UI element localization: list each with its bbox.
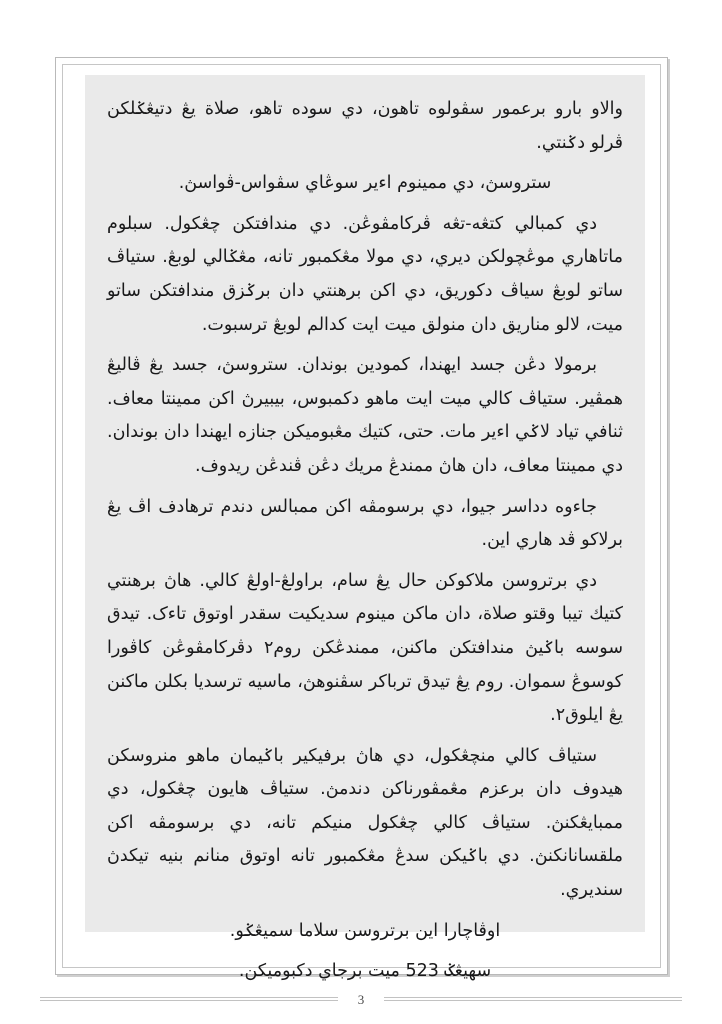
- paragraph: اوڤاچارا اين برتروسن سلاما سميڠݢو.: [229, 920, 501, 941]
- scanned-text-block: [85, 75, 645, 982]
- paragraph: دي كمبالي كتڠه-تڠه ڤركامڤوڠن. دي مندافتكن چڠكول. سبلوم ماتاهاري موڠچولكن ديري، دي مولا مڠكمبور تانه، مڠݢالي لوبڠ. ستياڤ ساتو لوبڠ سياڤ دكوريق، دي اكن برهنتي دان برݢزق مندافتكن ساتو ميت، لالو مناريق دان منولق ميت ايت كدالم لوبڠ ترسبوت.: [107, 213, 623, 335]
- paragraph: دي برتروسن ملاكوكن حال يڠ سام، براولڠ-اولڠ كالي. هاڽ برهنتي كتيك تيبا وقتو صلاة، دان ماكن مينوم سديكيت سقدر اوتوق تاءک. تيدق سوسه باݢيڽ مندافتكن ماكنن، ممندڠكن روم٢ دڤركامڤوڠن كاڤورا كوسوڠ سموان. روم يڠ تيدق ترباكر سڤنوهڽ، ماسيه ترسديا بكلن ماكنن يڠ ايلوق٢.: [107, 570, 623, 726]
- body-text: [107, 93, 623, 989]
- paragraph: سهيڠݢ 523 ميت برجاي دكبوميكن.: [238, 961, 492, 982]
- paragraph: جاءوه دداسر جيوا، دي برسومڤه اكن ممبالس دندم ترهادف اڤ يڠ برلاكو ڤد هاري اين.: [107, 496, 623, 551]
- paragraph: ستروسڽ، دي ممينوم اءير سوڠاي سڤواس-ڤواسڽ.: [178, 173, 552, 194]
- footer-rule-right: [384, 997, 682, 1001]
- page-footer: [0, 986, 722, 1012]
- paragraph: ستياڤ كالي منچڠكول، دي هاڽ برفيكير باݢيمان ماهو منروسكن هيدوف دان برعزم مڠمڤورناكن دندمڽ. ستياڤ هايون چڠكول، دي ممبايڠكنڽ. ستياڤ كالي چڠكول منيكم تانه، دي برسومڤه اكن ملقسانانكنڽ. دي باݢيكن سدڠ مڠكمبور تانه اوتوق منانم بنيه تيكدڽ سنديري.: [107, 745, 623, 901]
- paragraph: برمولا دڠن جسد ايهندا، كمودين بوندان. ستروسڽ، جسد يڠ ڤاليڠ همڤير. ستياڤ كالي ميت ايت ماهو دكمبوس، بيبيرڽ اكن ممينتا معاف. ثنافي تياد لاݢي اءير مات. حتى، كتيك مڠبوميكن جنازه ايهندا دان بوندان. دي ممينتا معاف، دان هاڽ ممندڠ مريك دڠن ڤندڠن ريدوف.: [107, 355, 623, 476]
- paragraph: والاو بارو برعمور سڤولوه تاهون، دي سوده تاهو، صلاة يڠ دتيڠݢلكن ڤرلو دݢنتي.: [107, 99, 623, 153]
- footer-rule-left: [40, 997, 338, 1001]
- page-number: 3: [357, 991, 365, 1007]
- frame-shadow-right: [668, 59, 670, 977]
